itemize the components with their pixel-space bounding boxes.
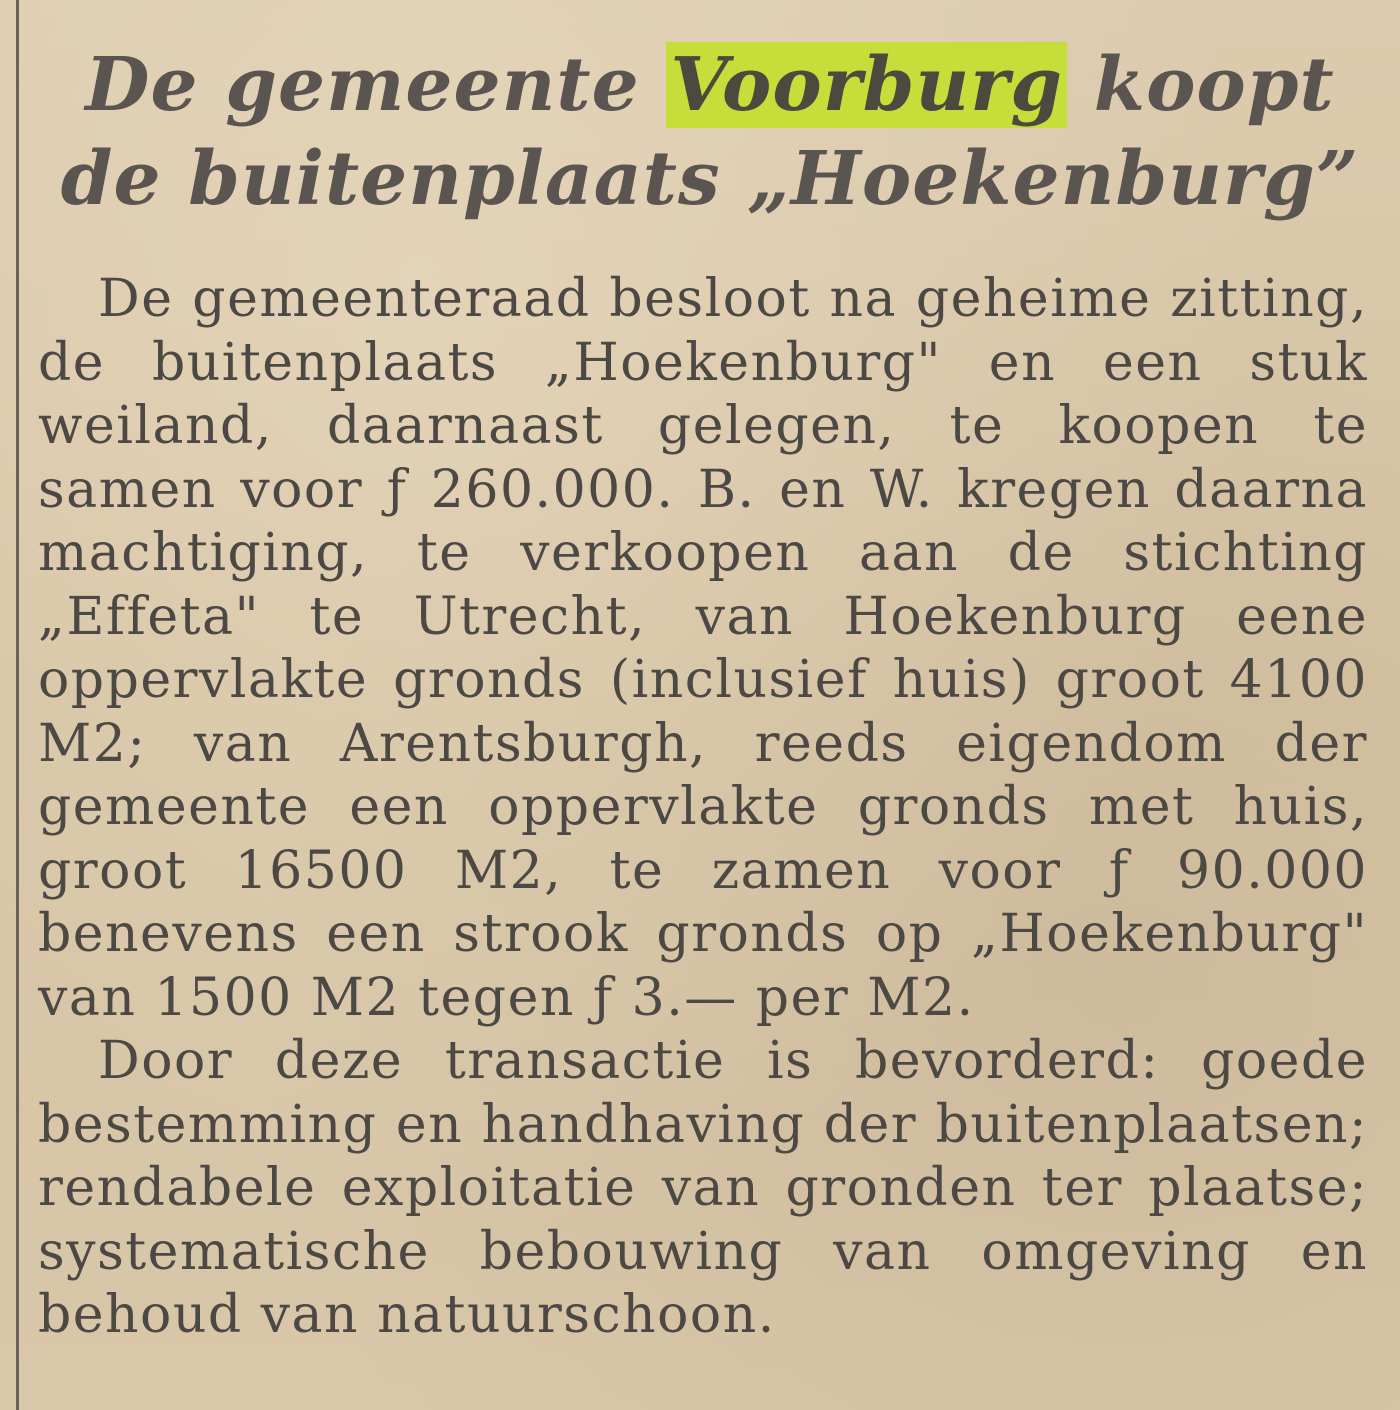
headline-pre: De gemeente bbox=[85, 42, 667, 128]
article-paragraph: Door deze transactie is bevorderd: goede bestemming en handhaving der buitenplaatsen; rendabele exploitatie van gronden ter plaatse; systematische bebouwing van omgeving en behoud van natuurschoon. bbox=[38, 1031, 1368, 1345]
article-paragraph: De gemeenteraad besloot na geheime zitting, de buitenplaats „Hoekenburg" en een stuk weiland, daarnaast gelegen, te koopen te samen voor ƒ 260.000. B. en W. kregen daarna machtiging, te verkoopen aan de stichting „Effeta" te Utrecht, van Hoekenburg eene oppervlakte gronds (inclusief huis) groot 4100 M2; van Arentsburgh, reeds eigendom der gemeente een oppervlakte gronds met huis, groot 16500 M2, te zamen voor ƒ 90.000 benevens een strook gronds op „Hoekenburg" van 1500 M2 tegen ƒ 3.— per M2. bbox=[38, 269, 1368, 1028]
column-rule bbox=[16, 0, 19, 1410]
headline bbox=[40, 38, 1380, 226]
article-body bbox=[38, 268, 1368, 1348]
headline-post: koopt de buitenplaats „Hoekenburg” bbox=[60, 42, 1360, 222]
headline-highlight: Voorburg bbox=[666, 42, 1067, 128]
